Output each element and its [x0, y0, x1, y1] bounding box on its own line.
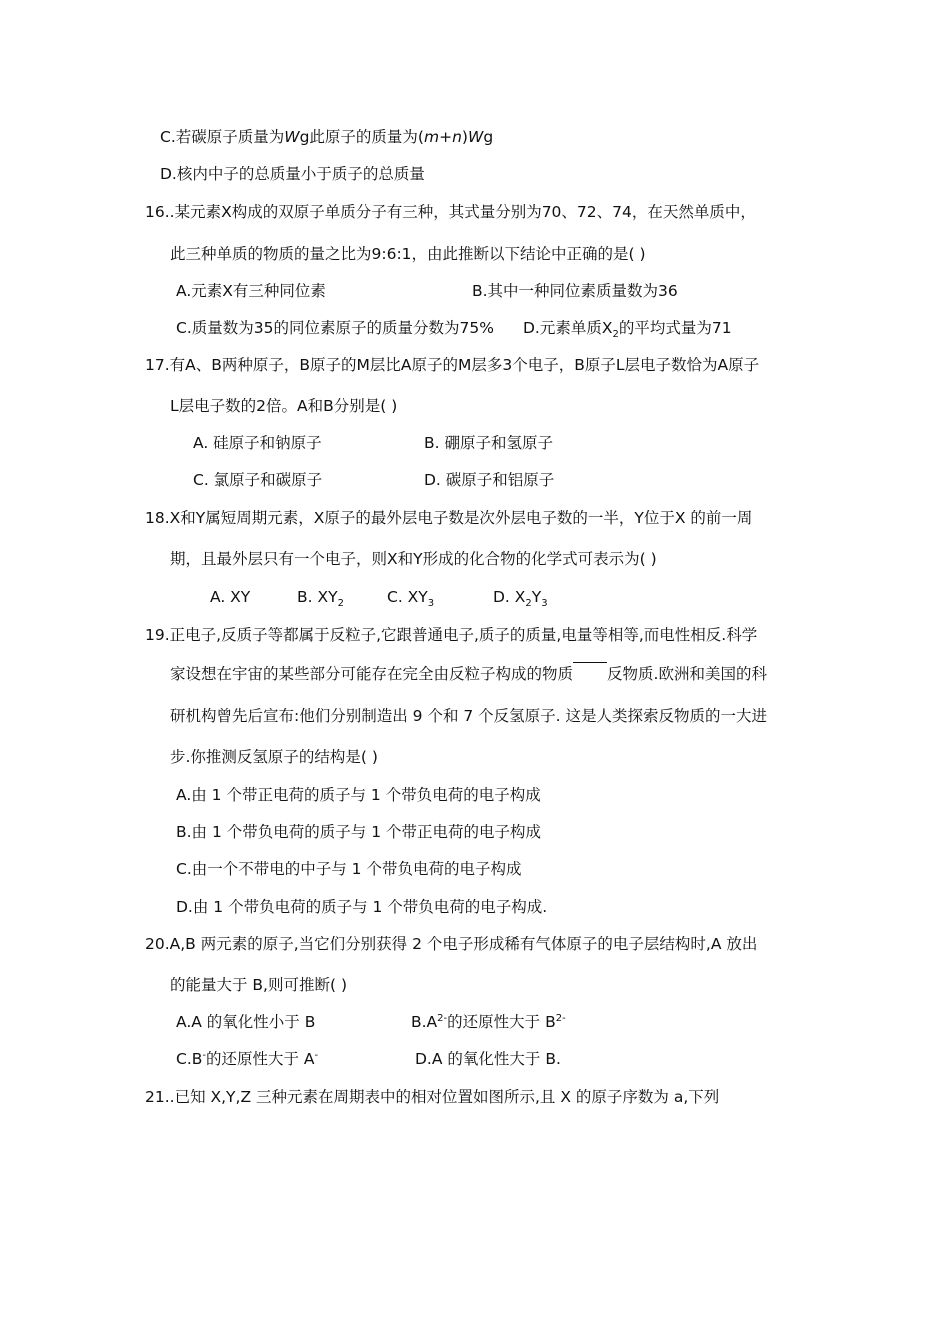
q19-stem-line3: 研机构曾先后宣布:他们分别制造出 9 个和 7 个反氢原子. 这是人类探索反物质的一大进	[170, 707, 768, 725]
q17-stem-line2: L层电子数的2倍。A和B分别是( )	[170, 397, 398, 415]
q19-option-a: A.由 1 个带正电荷的质子与 1 个带负电荷的电子构成	[176, 786, 541, 804]
q18-stem-line1: 18.X和Y属短周期元素，X原子的最外层电子数是次外层电子数的一半，Y位于X 的前一周	[145, 509, 753, 527]
fill-in-blank	[573, 662, 607, 677]
q20-option-c: C.B-的还原性大于 A-	[176, 1049, 319, 1068]
q15-option-d: D.核内中子的总质量小于质子的总质量	[160, 165, 425, 183]
q16-option-b: B.其中一种同位素质量数为36	[472, 282, 678, 300]
q18-option-d: D. $X_2Y_3$	[493, 588, 548, 610]
q18-option-b: B. $XY_2$	[297, 588, 344, 610]
q16-stem-line1: 16..某元素X构成的双原子单质分子有三种，其式量分别为70、72、74，在天然单质中，	[145, 203, 756, 221]
q19-stem-line4: 步.你推测反氢原子的结构是( )	[170, 748, 378, 766]
q18-option-c: C. $XY_3$	[387, 588, 435, 610]
q20-stem-line2: 的能量大于 B,则可推断( )	[170, 976, 348, 994]
q19-stem-line2: 家设想在宇宙的某些部分可能存在完全由反粒子构成的物质 反物质.欧洲和美国的科	[170, 664, 767, 684]
q18-stem-line2: 期，且最外层只有一个电子，则X和Y形成的化合物的化学式可表示为( )	[170, 550, 657, 568]
q17-option-b: B. 硼原子和氢原子	[424, 434, 553, 452]
q17-option-d: D. 碳原子和铝原子	[424, 471, 555, 489]
q18-option-a: A. XY	[210, 588, 251, 606]
q17-option-a: A. 硅原子和钠原子	[193, 434, 322, 452]
q19-stem-line1: 19.正电子,反质子等都属于反粒子,它跟普通电子,质子的质量,电量等相等,而电性相反.科学	[145, 626, 758, 644]
q17-option-c: C. 氯原子和碳原子	[193, 471, 323, 489]
q19-option-d: D.由 1 个带负电荷的质子与 1 个带负电荷的电子构成.	[176, 898, 548, 916]
q17-stem-line1: 17.有A、B两种原子，B原子的M层比A原子的M层多3个电子，B原子L层电子数恰为A原子	[145, 356, 760, 374]
q21-stem-line1: 21..已知 X,Y,Z 三种元素在周期表中的相对位置如图所示,且 X 的原子序数为 a,下列	[145, 1088, 720, 1106]
q20-option-d: D.A 的氧化性大于 B.	[415, 1050, 561, 1068]
q15-option-c: C.若碳原子质量为Wg此原子的质量为(m+n)Wg	[160, 128, 494, 146]
q20-option-b: $B.A^{2-}$的还原性大于 $B^{2-}$	[411, 1012, 566, 1031]
q20-option-a: A.A 的氧化性小于 B	[176, 1013, 316, 1031]
q20-stem-line1: 20.A,B 两元素的原子,当它们分别获得 2 个电子形成稀有气体原子的电子层结构时,A 放出	[145, 935, 758, 953]
q16-option-c: C.质量数为35的同位素原子的质量分数为75%	[176, 319, 494, 337]
q19-option-b: B.由 1 个带负电荷的质子与 1 个带正电荷的电子构成	[176, 823, 541, 841]
q16-option-a: A.元素X有三种同位素	[176, 282, 326, 300]
q19-option-c: C.由一个不带电的中子与 1 个带负电荷的电子构成	[176, 860, 522, 878]
q16-option-d: D.元素单质$X_2$的平均式量为71	[523, 319, 732, 341]
q16-stem-line2: 此三种单质的物质的量之比为9:6:1，由此推断以下结论中正确的是( )	[170, 245, 646, 263]
